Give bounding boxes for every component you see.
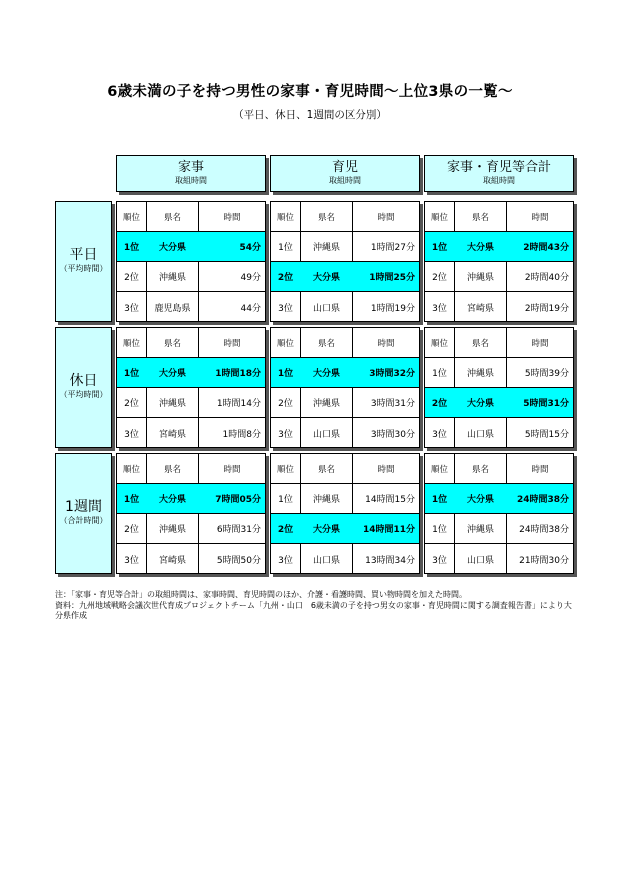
ranking-table xyxy=(270,453,420,574)
rank-cell: 1位 xyxy=(425,358,455,387)
rank-cell: 2位 xyxy=(271,388,301,417)
prefecture-cell: 沖縄県 xyxy=(455,358,507,387)
table-row xyxy=(271,232,419,262)
header-prefecture: 県名 xyxy=(147,328,199,357)
time-cell: 1時間14分 xyxy=(216,399,261,409)
ranking-table xyxy=(424,453,574,574)
prefecture-cell: 宮崎県 xyxy=(147,418,199,448)
prefecture-cell: 大分県 xyxy=(147,358,199,387)
rank-cell: 1位 xyxy=(117,232,147,261)
table-row xyxy=(271,418,419,448)
header-prefecture: 県名 xyxy=(455,454,507,483)
prefecture-cell: 大分県 xyxy=(147,484,199,513)
table-row xyxy=(271,514,419,544)
time-cell: 1時間27分 xyxy=(370,243,415,253)
table-row xyxy=(425,418,573,448)
time-cell: 44分 xyxy=(240,303,261,314)
header-prefecture: 県名 xyxy=(455,328,507,357)
column-header-childcare xyxy=(270,155,420,192)
time-cell: 14時間15分 xyxy=(365,495,415,505)
table-row xyxy=(117,232,265,262)
header-prefecture: 県名 xyxy=(147,454,199,483)
header-time: 時間 xyxy=(531,464,549,475)
header-time: 時間 xyxy=(531,338,549,349)
prefecture-cell: 大分県 xyxy=(147,232,199,261)
column-header-title: 家事 xyxy=(177,160,204,175)
prefecture-cell: 宮崎県 xyxy=(147,544,199,574)
ranking-table xyxy=(270,327,420,448)
header-time: 時間 xyxy=(223,212,241,223)
prefecture-cell: 沖縄県 xyxy=(147,262,199,291)
table-row xyxy=(117,358,265,388)
row-label-weekday xyxy=(55,201,112,322)
ranking-table xyxy=(424,201,574,322)
table-header-row xyxy=(425,454,573,484)
column-header-subtitle: 取組時間 xyxy=(329,176,361,185)
ranking-table xyxy=(116,327,266,448)
time-cell: 6時間31分 xyxy=(216,525,261,535)
table-row xyxy=(425,544,573,574)
header-rank: 順位 xyxy=(425,328,455,357)
prefecture-cell: 宮崎県 xyxy=(455,292,507,322)
prefecture-cell: 沖縄県 xyxy=(301,484,353,513)
table-row xyxy=(117,418,265,448)
table-header-row xyxy=(271,202,419,232)
rank-cell: 1位 xyxy=(117,358,147,387)
column-header-title: 育児 xyxy=(331,160,358,175)
table-row xyxy=(117,484,265,514)
time-cell: 5時間15分 xyxy=(524,429,569,440)
table-row xyxy=(271,262,419,292)
table-header-row xyxy=(425,328,573,358)
header-prefecture: 県名 xyxy=(147,202,199,231)
row-label-subtitle: （合計時間） xyxy=(59,515,108,525)
table-header-row xyxy=(117,454,265,484)
time-cell: 14時間11分 xyxy=(362,525,415,535)
header-prefecture: 県名 xyxy=(301,202,353,231)
rank-cell: 2位 xyxy=(117,262,147,291)
time-cell: 2時間19分 xyxy=(524,303,569,314)
time-cell: 3時間31分 xyxy=(370,399,415,409)
table-row xyxy=(425,358,573,388)
time-cell: 1時間25分 xyxy=(369,273,415,283)
table-row xyxy=(425,262,573,292)
ranking-table xyxy=(116,453,266,574)
table-row xyxy=(117,388,265,418)
table-row xyxy=(425,484,573,514)
time-cell: 1時間19分 xyxy=(370,303,415,314)
time-cell: 5時間31分 xyxy=(523,399,569,409)
time-cell: 5時間39分 xyxy=(524,369,569,379)
time-cell: 1時間8分 xyxy=(222,429,261,440)
time-cell: 2時間43分 xyxy=(523,243,569,253)
prefecture-cell: 大分県 xyxy=(301,514,353,543)
header-prefecture: 県名 xyxy=(455,202,507,231)
time-cell: 24時間38分 xyxy=(519,525,569,535)
table-row xyxy=(117,292,265,322)
header-rank: 順位 xyxy=(271,328,301,357)
rank-cell: 3位 xyxy=(117,544,147,574)
time-cell: 2時間40分 xyxy=(524,273,569,283)
table-header-row xyxy=(117,202,265,232)
rank-cell: 3位 xyxy=(117,418,147,448)
table-row xyxy=(425,514,573,544)
footnote-note: 注：「家事・育児等合計」の取組時間は、家事時間、育児時間のほか、介護・看護時間、買い物時間を加えた時間。 xyxy=(55,590,467,599)
rank-cell: 2位 xyxy=(117,514,147,543)
time-cell: 1時間18分 xyxy=(215,369,261,379)
row-label-subtitle: （平均時間） xyxy=(59,263,108,273)
time-cell: 21時間30分 xyxy=(519,555,569,566)
prefecture-cell: 山口県 xyxy=(301,544,353,574)
time-cell: 13時間34分 xyxy=(365,555,415,566)
row-label-week xyxy=(55,453,112,574)
rank-cell: 1位 xyxy=(271,232,301,261)
column-header-total xyxy=(424,155,574,192)
row-label-subtitle: （平均時間） xyxy=(59,389,108,399)
row-label-title: 休日 xyxy=(69,372,98,389)
table-row xyxy=(271,358,419,388)
prefecture-cell: 沖縄県 xyxy=(147,388,199,417)
time-cell: 49分 xyxy=(240,273,261,283)
time-cell: 7時間05分 xyxy=(215,495,261,505)
footnote-source: 資料：九州地域戦略会議次世代育成プロジェクトチーム「九州・山口 6歳未満の子を持つ男女の家事・育児時間に関する調査報告書」により大分県作成 xyxy=(55,600,572,620)
page-subtitle: （平日、休日、1週間の区分別） xyxy=(233,109,387,121)
header-time: 時間 xyxy=(377,464,395,475)
rank-cell: 3位 xyxy=(271,418,301,448)
table-row xyxy=(271,484,419,514)
row-label-title: 平日 xyxy=(69,246,98,263)
column-header-title: 家事・育児等合計 xyxy=(446,160,551,175)
header-time: 時間 xyxy=(531,212,549,223)
header-rank: 順位 xyxy=(271,202,301,231)
table-row xyxy=(425,232,573,262)
table-header-row xyxy=(425,202,573,232)
header-rank: 順位 xyxy=(117,454,147,483)
prefecture-cell: 山口県 xyxy=(455,544,507,574)
prefecture-cell: 沖縄県 xyxy=(455,262,507,291)
rank-cell: 1位 xyxy=(425,484,455,513)
table-header-row xyxy=(271,328,419,358)
prefecture-cell: 沖縄県 xyxy=(301,388,353,417)
prefecture-cell: 沖縄県 xyxy=(301,232,353,261)
header-rank: 順位 xyxy=(271,454,301,483)
header-rank: 順位 xyxy=(117,202,147,231)
header-time: 時間 xyxy=(223,464,241,475)
ranking-table xyxy=(424,327,574,448)
table-row xyxy=(117,514,265,544)
rank-cell: 1位 xyxy=(271,358,301,387)
rank-cell: 2位 xyxy=(271,514,301,543)
prefecture-cell: 山口県 xyxy=(301,418,353,448)
time-cell: 3時間30分 xyxy=(370,429,415,440)
rank-cell: 1位 xyxy=(271,484,301,513)
prefecture-cell: 大分県 xyxy=(455,232,507,261)
rank-cell: 3位 xyxy=(271,544,301,574)
rank-cell: 3位 xyxy=(425,292,455,322)
rank-cell: 1位 xyxy=(425,514,455,543)
header-time: 時間 xyxy=(377,338,395,349)
column-header-subtitle: 取組時間 xyxy=(175,176,207,185)
rank-cell: 3位 xyxy=(271,292,301,322)
prefecture-cell: 沖縄県 xyxy=(455,514,507,543)
ranking-table xyxy=(270,201,420,322)
page-title: 6歳未満の子を持つ男性の家事・育児時間～上位3県の一覧～ xyxy=(107,84,513,100)
prefecture-cell: 沖縄県 xyxy=(147,514,199,543)
rank-cell: 2位 xyxy=(117,388,147,417)
prefecture-cell: 大分県 xyxy=(301,358,353,387)
table-header-row xyxy=(271,454,419,484)
table-header-row xyxy=(117,328,265,358)
header-prefecture: 県名 xyxy=(301,328,353,357)
column-header-subtitle: 取組時間 xyxy=(483,176,515,185)
header-time: 時間 xyxy=(377,212,395,223)
prefecture-cell: 山口県 xyxy=(301,292,353,322)
rank-cell: 3位 xyxy=(117,292,147,322)
table-row xyxy=(425,388,573,418)
header-rank: 順位 xyxy=(425,202,455,231)
table-row xyxy=(271,388,419,418)
footnotes xyxy=(55,590,575,622)
rank-cell: 2位 xyxy=(271,262,301,291)
rank-cell: 2位 xyxy=(425,388,455,417)
rank-cell: 2位 xyxy=(425,262,455,291)
rank-cell: 1位 xyxy=(117,484,147,513)
time-cell: 54分 xyxy=(239,243,261,253)
prefecture-cell: 大分県 xyxy=(455,388,507,417)
column-header-housework xyxy=(116,155,266,192)
header-rank: 順位 xyxy=(117,328,147,357)
prefecture-cell: 大分県 xyxy=(301,262,353,291)
header-time: 時間 xyxy=(223,338,241,349)
row-label-holiday xyxy=(55,327,112,448)
table-row xyxy=(117,262,265,292)
rank-cell: 3位 xyxy=(425,544,455,574)
prefecture-cell: 鹿児島県 xyxy=(147,292,199,322)
ranking-table xyxy=(116,201,266,322)
time-cell: 24時間38分 xyxy=(516,495,569,505)
header-prefecture: 県名 xyxy=(301,454,353,483)
table-row xyxy=(117,544,265,574)
table-row xyxy=(271,292,419,322)
time-cell: 5時間50分 xyxy=(216,555,261,566)
table-row xyxy=(425,292,573,322)
time-cell: 3時間32分 xyxy=(369,369,415,379)
row-label-title: 1週間 xyxy=(65,498,102,515)
header-rank: 順位 xyxy=(425,454,455,483)
prefecture-cell: 大分県 xyxy=(455,484,507,513)
rank-cell: 3位 xyxy=(425,418,455,448)
table-row xyxy=(271,544,419,574)
rank-cell: 1位 xyxy=(425,232,455,261)
prefecture-cell: 山口県 xyxy=(455,418,507,448)
